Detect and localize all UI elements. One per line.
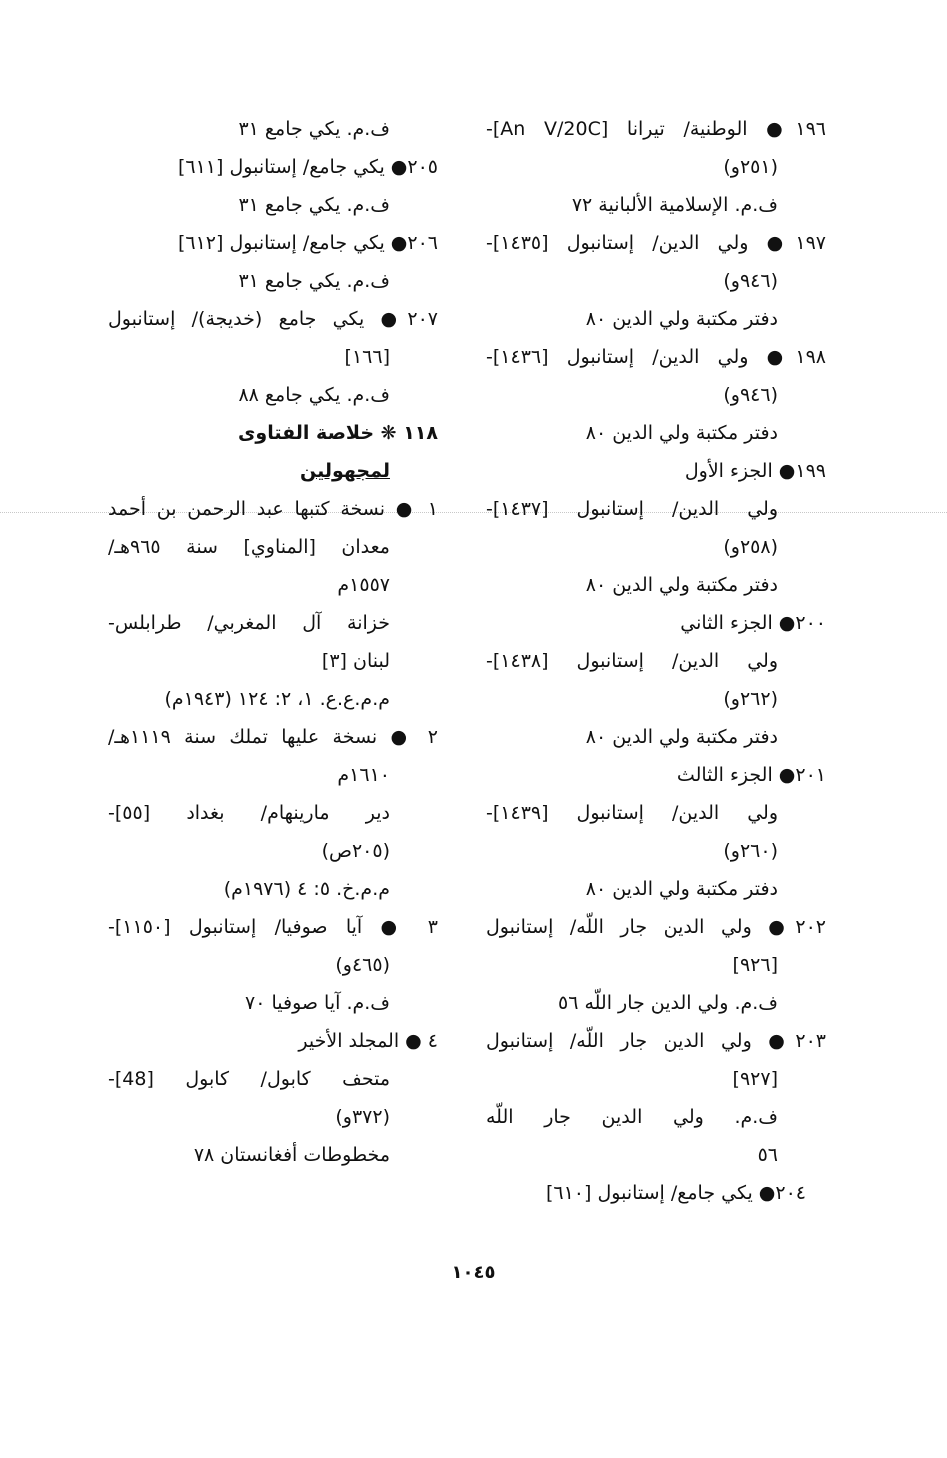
page-number: ١٠٤٥ (451, 1262, 496, 1283)
entry-206: ٢٠٦● يكي جامع/ إستانبول [٦١٢] (177, 232, 438, 254)
folio-line: (٢٦٠و) (723, 840, 778, 862)
catalog-ref: ف.م. يكي جامع ٣١ (238, 194, 390, 216)
entry-196: ١٩٦● الوطنية/ تيرانا [An V/20C]- (486, 118, 827, 140)
item-2-date: ١٦١٠م (337, 764, 390, 786)
catalog-ref: ف.م. الإسلامية الألبانية ٧٢ (571, 194, 778, 216)
library-line: متحف كابول/ كابول [48]- (108, 1068, 390, 1090)
library-line: ولي الدين/ إستانبول [١٤٣٧]- (486, 498, 778, 520)
library-line: دير مارينهام/ بغداد [٥٥]- (108, 802, 390, 824)
library-line: ولي الدين/ إستانبول [١٤٣٨]- (486, 650, 778, 672)
entry-201: ٢٠١● الجزء الثالث (676, 764, 826, 786)
entry-197: ١٩٧● ولي الدين/ إستانبول [١٤٣٥]- (486, 232, 826, 254)
item-1-continued: معدان [المناوي] سنة ٩٦٥هـ/ (108, 536, 390, 558)
catalog-ref: دفتر مكتبة ولي الدين ٨٠ (585, 574, 778, 596)
folio-line: (٣٧٢و) (335, 1106, 390, 1128)
folio-line: (٢٦٢و) (723, 688, 778, 710)
entry-204: ٢٠٤● يكي جامع/ إستانبول [٦١٠] (545, 1182, 806, 1204)
entry-205: ٢٠٥● يكي جامع/ إستانبول [٦١١] (177, 156, 438, 178)
shelfmark-line: [٩٢٧] (732, 1068, 778, 1090)
folio-line: (٤٦٥و) (335, 954, 390, 976)
folio-line: (٢٠٥ص) (321, 840, 390, 862)
catalog-ref: ف.م. يكي جامع ٨٨ (238, 384, 390, 406)
item-1: ١ ● نسخة كتبها عبد الرحمن بن أحمد (108, 498, 438, 520)
item-2: ٢ ● نسخة عليها تملك سنة ١١١٩هـ/ (108, 726, 438, 748)
entry-199: ١٩٩● الجزء الأول (684, 460, 826, 482)
section-heading: ١١٨ ❋ خلاصة الفتاوى (238, 422, 438, 444)
catalog-ref: مخطوطات أفغانستان ٧٨ (193, 1144, 390, 1166)
catalog-ref: ف.م. يكي جامع ٣١ (238, 270, 390, 292)
folio-line: (٩٤٦و) (723, 384, 778, 406)
entry-203: ٢٠٣● ولي الدين جار اللّه/ إستانبول (486, 1030, 826, 1052)
catalog-ref: دفتر مكتبة ولي الدين ٨٠ (585, 878, 778, 900)
library-line: ولي الدين/ إستانبول [١٤٣٩]- (486, 802, 778, 824)
section-subheading: لمجهولين (299, 460, 390, 482)
catalog-ref: دفتر مكتبة ولي الدين ٨٠ (585, 422, 778, 444)
catalog-ref: ف.م. ولي الدين جار اللّه (486, 1106, 778, 1128)
catalog-ref: دفتر مكتبة ولي الدين ٨٠ (585, 308, 778, 330)
folio-line: (٩٤٦و) (723, 270, 778, 292)
item-3: ٣ ● آيا صوفيا/ إستانبول [١١٥٠]- (108, 916, 438, 938)
entry-202: ٢٠٢● ولي الدين جار اللّه/ إستانبول (486, 916, 826, 938)
library-line-continued: لبنان [٣] (321, 650, 390, 672)
catalog-ref: ف.م. ولي الدين جار اللّه ٥٦ (557, 992, 778, 1014)
catalog-ref: م.م.ع.ع. ١، ٢: ١٢٤ (١٩٤٣م) (164, 688, 390, 710)
folio-line: (٢٥٨و) (723, 536, 778, 558)
item-4: ٤ ● المجلد الأخير (298, 1030, 438, 1052)
entry-207: ٢٠٧● يكي جامع (خديجة)/ إستانبول (108, 308, 438, 330)
shelfmark-line: [١٦٦] (344, 346, 390, 368)
item-1-date: ١٥٥٧م (337, 574, 390, 596)
library-line: خزانة آل المغربي/ طرابلس- (108, 612, 390, 634)
catalog-ref: م.م.خ. ٥: ٤ (١٩٧٦م) (223, 878, 390, 900)
catalog-ref: ف.م. آيا صوفيا ٧٠ (245, 992, 390, 1014)
catalog-ref: دفتر مكتبة ولي الدين ٨٠ (585, 726, 778, 748)
catalog-ref: ف.م. يكي جامع ٣١ (238, 118, 390, 140)
entry-200: ٢٠٠● الجزء الثاني (680, 612, 826, 634)
entry-198: ١٩٨● ولي الدين/ إستانبول [١٤٣٦]- (486, 346, 826, 368)
shelfmark-line: [٩٢٦] (732, 954, 778, 976)
catalog-ref-number: ٥٦ (757, 1144, 778, 1166)
folio-line: (٢٥١و) (723, 156, 778, 178)
